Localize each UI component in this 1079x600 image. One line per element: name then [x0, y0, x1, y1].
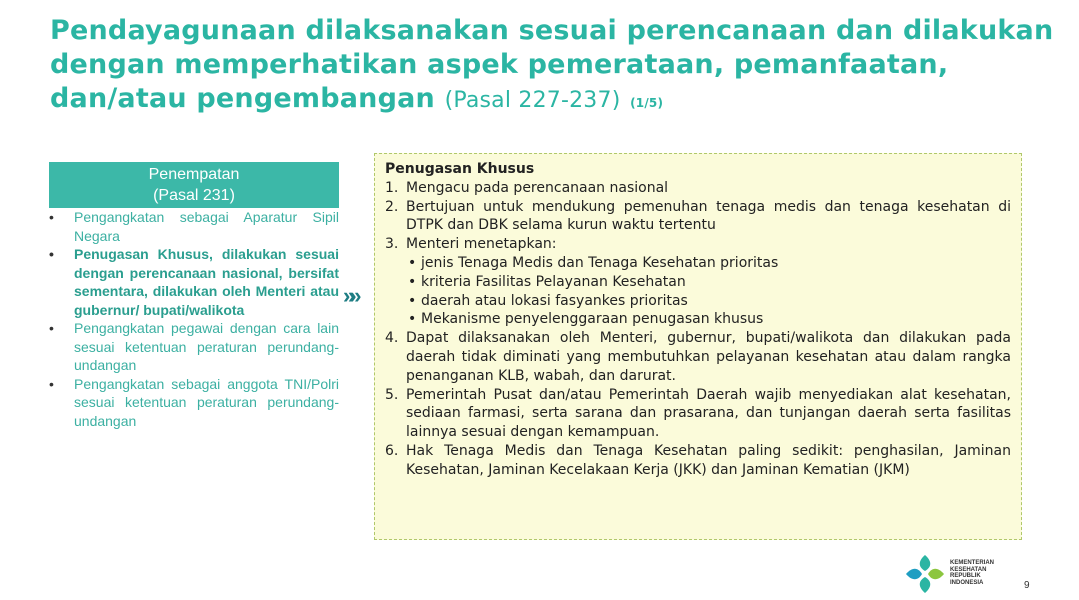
penempatan-heading: [49, 162, 339, 208]
numbered-item-text: Pemerintah Pusat dan/atau Pemerintah Daerah wajib menyediakan alat kesehatan, sediaan farmasi, serta sarana dan prasarana, dan tunjangan daerah serta fasilitas lainnya sesuai dengan kemampuan.: [406, 386, 1011, 441]
penempatan-item: [49, 245, 339, 319]
numbered-item: 2. Bertujuan untuk mendukung pemenuhan tenaga medis dan tenaga kesehatan di DTPK dan DBK selama kurun waktu tertentu: [385, 198, 1011, 234]
bullet-icon: •: [49, 246, 54, 262]
title-reference: (Pasal 227-237): [444, 88, 621, 113]
bullet-icon: •: [408, 311, 417, 328]
bullet-icon: •: [408, 273, 417, 290]
penugasan-khusus-title: Penugasan Khusus: [385, 161, 535, 177]
numbered-item-text: Mengacu pada perencanaan nasional: [406, 179, 669, 196]
numbered-item: 6. Hak Tenaga Medis dan Tenaga Kesehatan paling sedikit: penghasilan, Jaminan Kesehatan, Jaminan Kecelakaan Kerja (JKK) dan Jaminan Kematian (JKM): [385, 442, 1011, 478]
numbered-item-text: Hak Tenaga Medis dan Tenaga Kesehatan paling sedikit: penghasilan, Jaminan Kesehatan, Jaminan Kecelakaan Kerja (JKK) dan Jaminan Kematian (JKM): [406, 442, 1011, 478]
numbered-item: 1. Mengacu pada perencanaan nasional: [385, 179, 669, 196]
sub-item: • jenis Tenaga Medis dan Tenaga Kesehatan prioritas: [408, 254, 779, 271]
sub-item: • daerah atau lokasi fasyankes prioritas: [408, 292, 688, 309]
page-title: [50, 14, 1060, 120]
title-page-indicator: (1/5): [630, 96, 664, 110]
penempatan-item: [49, 375, 339, 431]
penempatan-item: [49, 208, 339, 245]
menteri-menetapkan-sublist: [406, 254, 1011, 329]
bullet-icon: •: [49, 209, 54, 225]
sub-item: • Mekanisme penyelenggaraan penugasan khusus: [408, 311, 764, 328]
penempatan-item-text: Pengangkatan sebagai Aparatur Sipil Negara: [74, 209, 339, 244]
numbered-item: 5. Pemerintah Pusat dan/atau Pemerintah Daerah wajib menyediakan alat kesehatan, sediaan farmasi, serta sarana dan prasarana, dan tunjangan daerah serta fasilitas lainnya sesuai dengan kemampuan.: [385, 386, 1011, 441]
penempatan-item-text: Penugasan Khusus, dilakukan sesuai dengan perencanaan nasional, bersifat sementara, dilakukan oleh Menteri atau gubernur/ bupati/walikota: [74, 246, 339, 318]
bullet-icon: •: [49, 375, 54, 392]
double-chevron-right-icon: »»: [343, 283, 356, 308]
numbered-item-text: Dapat dilaksanakan oleh Menteri, gubernur, bupati/walikota dan dilakukan pada daerah tidak diminati yang membutuhkan pelayanan kesehatan atau dalam rangka penanganan KLB, wabah, dan darurat.: [406, 330, 1011, 384]
numbered-item: 3. Menteri menetapkan: • jenis Tenaga Medis dan Tenaga Kesehatan prioritas • kriteria Fasilitas Pelayanan Kesehatan • daerah atau lokasi fasyankes prioritas • Mekanisme penyelenggaraan penugasan khusus: [385, 235, 1011, 329]
penugasan-khusus-list: [385, 179, 1011, 480]
penugasan-khusus-box: [374, 153, 1022, 540]
numbered-item-text: Bertujuan untuk mendukung pemenuhan tenaga medis dan tenaga kesehatan di DTPK dan DBK selama kurun waktu tertentu: [406, 198, 1011, 234]
numbered-item: 4. Dapat dilaksanakan oleh Menteri, gubernur, bupati/walikota dan dilakukan pada daerah tidak diminati yang membutuhkan pelayanan kesehatan atau dalam rangka penanganan KLB, wabah, dan darurat.: [385, 330, 1011, 384]
page-number: 9: [1024, 580, 1030, 591]
penempatan-item-text: Pengangkatan pegawai dengan cara lain sesuai ketentuan peraturan perundang- undangan: [74, 320, 339, 373]
numbered-item-text: Menteri menetapkan:: [406, 236, 557, 253]
title-main: Pendayagunaan dilaksanakan sesuai perencanaan dan dilakukan dengan memperhatikan aspek pemerataan, pemanfaatan, dan/atau pengembangan: [50, 15, 1054, 114]
penempatan-heading-line2: (Pasal 231): [153, 187, 235, 204]
bullet-icon: •: [408, 254, 417, 271]
kemenkes-logo-icon: [904, 553, 946, 595]
sub-item: • kriteria Fasilitas Pelayanan Kesehatan: [408, 273, 686, 290]
penempatan-list: [49, 208, 339, 430]
bullet-icon: •: [408, 292, 417, 309]
penempatan-heading-line1: Penempatan: [148, 166, 240, 183]
penempatan-item-text: Pengangkatan sebagai anggota TNI/Polri sesuai ketentuan peraturan perundang- undangan: [74, 375, 339, 429]
penempatan-item: [49, 319, 339, 375]
bullet-icon: •: [49, 320, 54, 336]
kemenkes-logo-text: KEMENTERIAN KESEHATAN REPUBLIK INDONESIA: [950, 560, 995, 586]
